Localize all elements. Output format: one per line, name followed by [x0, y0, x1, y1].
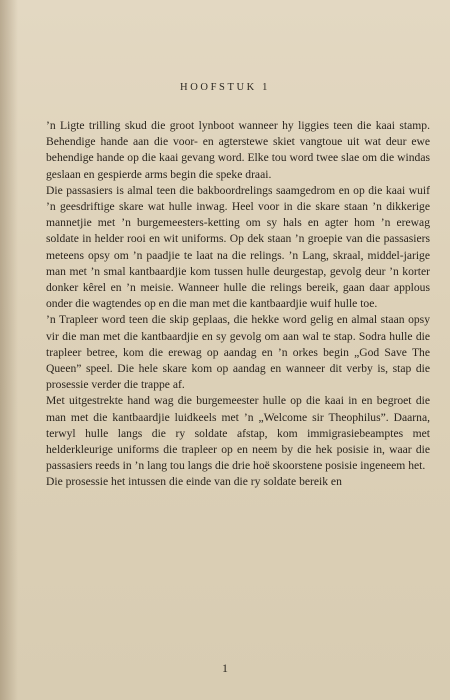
chapter-heading: HOOFSTUK 1 — [180, 82, 270, 93]
paragraph-1: ’n Ligte trilling skud die groot lynboot wanneer hy liggies teen die kaai stamp. Behendige hande aan die voor- en agterstewe skiet vangtoue uit wat deur ewe behendige hande op die kaai gevang word. Elke tou word twee slae om die windas geslaan en gespierde arms begin die speke draai. — [46, 119, 430, 181]
body-text — [46, 118, 430, 491]
page-gutter-shadow — [0, 0, 18, 700]
paragraph-3: ’n Trapleer word teen die skip geplaas, die hekke word gelig en almal staan opsy vir die man met die kantbaardjie en sy gevolg om aan wal te stap. Sodra hulle die trapleer betree, kom die erewag op aandag en ’n orkes begin „God Save The Queen” speel. Die hele skare kom op aandag en wanneer dit verby is, stap die prosessie verder die trappe af. — [46, 313, 430, 392]
paragraph-4: Met uitgestrekte hand wag die burgemeester hulle op die kaai in en begroet die man met die kantbaardjie luidkeels met ’n „Welcome sir Theophilus”. Daarna, terwyl hulle langs die ry soldate afstap, kom immigrasiebeamptes met helderkleurige uniforms die trapleer op en neem by die hek posisie in, waar die passasiers reeds in ’n lang tou langs die drie hoë skoorstene posisie ingeneem het. — [46, 394, 430, 473]
paragraph-5: Die prosessie het intussen die einde van die ry soldate bereik en — [46, 475, 342, 489]
page-number: 1 — [222, 661, 228, 675]
paragraph-2: Die passasiers is almal teen die bakboordrelings saamgedrom en op die kaai wuif ’n geesdriftige skare wat hulle inwag. Heel voor in die skare staan ’n dikkerige mannetjie met ’n burgemeesters-ketting om sy hals en agter hom ’n erewag soldate in helder rooi en wit uniforms. Op dek staan ’n groepie van die passasiers meteens opsy om ’n paadjie te laat na die relings. ’n Lang, skraal, middel-jarige man met ’n smal kantbaardjie kom tussen hulle deurgestap, gevolg deur ’n korter donker kêrel en ’n meisie. Wanneer hulle die relings bereik, gaan daar applous onder die wagtendes op en die man met die kantbaardjie wuif hulle toe. — [46, 183, 430, 311]
